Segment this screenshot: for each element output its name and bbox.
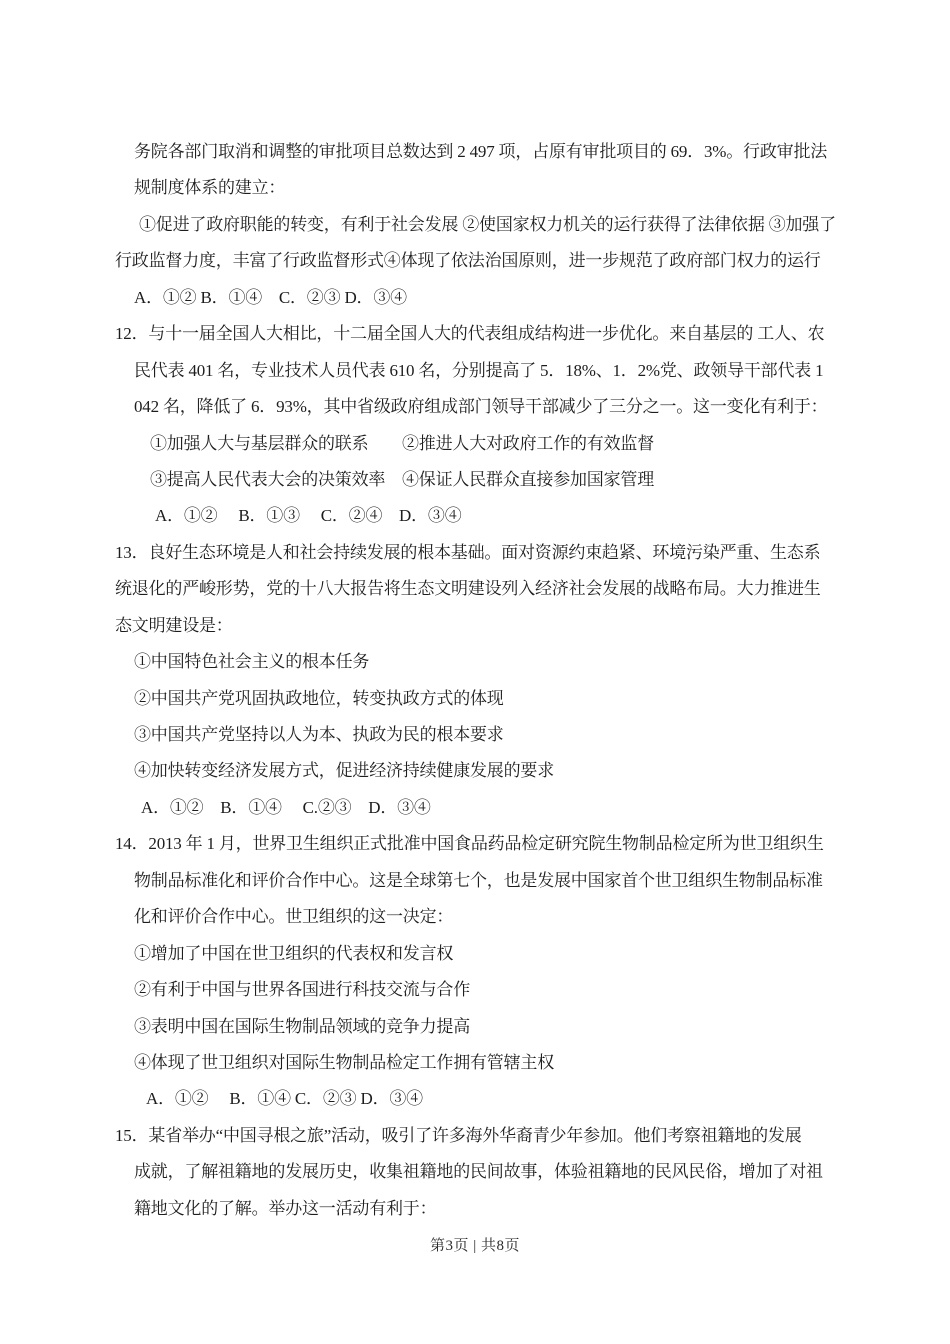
question-12 — [0, 316, 950, 535]
question-11-continuation — [0, 134, 950, 316]
q13-stem-line: 统退化的严峻形势，党的十八大报告将生态文明建设列入经济社会发展的战略布局。大力推进生 — [115, 579, 821, 599]
q15-stem-line: 15．某省举办“中国寻根之旅”活动，吸引了许多海外华裔青少年参加。他们考察祖籍地的发展 — [115, 1125, 802, 1145]
q14-answer-choices: A．①② B．①④ C．②③ D．③④ — [146, 1089, 423, 1109]
q14-stem-line: 14．2013 年 1 月，世界卫生组织正式批准中国食品药品检定研究院生物制品检定所为世卫组织生 — [115, 834, 824, 854]
q13-stem-line: 态文明建设是： — [115, 615, 233, 635]
page-footer — [0, 1234, 950, 1255]
q13-option-line: ④加快转变经济发展方式，促进经济持续健康发展的要求 — [134, 761, 554, 781]
q11-stem-tail-line: 规制度体系的建立： — [134, 178, 286, 198]
q14-stem-line: 化和评价合作中心。世卫组织的这一决定： — [134, 907, 454, 927]
q12-options-line: ③提高人民代表大会的决策效率 ④保证人民群众直接参加国家管理 — [150, 469, 654, 489]
q13-option-line: ①中国特色社会主义的根本任务 — [134, 652, 370, 672]
q14-option-line: ①增加了中国在世卫组织的代表权和发言权 — [134, 943, 454, 963]
q12-stem-line: 12．与十一届全国人大相比，十二届全国人大的代表组成结构进一步优化。来自基层的 工人、农 — [115, 324, 825, 344]
q11-stem-tail-line: 务院各部门取消和调整的审批项目总数达到 2 497 项，占原有审批项目的 69．3%。行政审批法 — [134, 142, 828, 161]
q14-option-line: ③表明中国在国际生物制品领域的竞争力提高 — [134, 1016, 470, 1036]
q11-answer-choices: A．①② B．①④ C．②③ D．③④ — [134, 287, 407, 307]
q13-option-line: ③中国共产党坚持以人为本、执政为民的根本要求 — [134, 725, 504, 744]
question-13 — [0, 535, 950, 827]
q14-option-line: ④体现了世卫组织对国际生物制品检定工作拥有管辖主权 — [134, 1052, 554, 1072]
q12-answer-choices: A．①② B．①③ C．②④ D．③④ — [155, 506, 462, 526]
q13-stem-line: 13．良好生态环境是人和社会持续发展的根本基础。面对资源约束趋紧、环境污染严重、生态系 — [115, 542, 821, 562]
q12-stem-line: 042 名，降低了 6．93%，其中省级政府组成部门领导干部减少了三分之一。这一变化有利于： — [134, 397, 828, 417]
page-indicator: 第3页 | 共8页 — [429, 1238, 520, 1254]
question-15 — [0, 1118, 950, 1227]
question-14 — [0, 826, 950, 1118]
q13-answer-choices: A．①② B．①④ C.②③ D．③④ — [141, 797, 431, 817]
q11-options-line: 行政监督力度，丰富了行政监督形式④体现了依法治国原则，进一步规范了政府部门权力的运行 — [115, 251, 821, 271]
q15-stem-line: 籍地文化的了解。举办这一活动有利于： — [134, 1198, 437, 1218]
q15-stem-line: 成就，了解祖籍地的发展历史，收集祖籍地的民间故事，体验祖籍地的民风民俗，增加了对祖 — [134, 1162, 823, 1182]
q14-stem-line: 物制品标准化和评价合作中心。这是全球第七个，也是发展中国家首个世卫组织生物制品标准 — [134, 870, 823, 890]
q12-stem-line: 民代表 401 名，专业技术人员代表 610 名，分别提高了 5．18%、1．2%党、政领导干部代表 1 — [134, 360, 824, 380]
q12-options-line: ①加强人大与基层群众的联系 ②推进人大对政府工作的有效监督 — [150, 433, 654, 453]
q13-option-line: ②中国共产党巩固执政地位，转变执政方式的体现 — [134, 688, 504, 708]
q11-options-line: ①促进了政府职能的转变，有利于社会发展 ②使国家权力机关的运行获得了法律依据 ③加强了 — [139, 214, 836, 234]
q14-option-line: ②有利于中国与世界各国进行科技交流与合作 — [134, 980, 470, 1000]
